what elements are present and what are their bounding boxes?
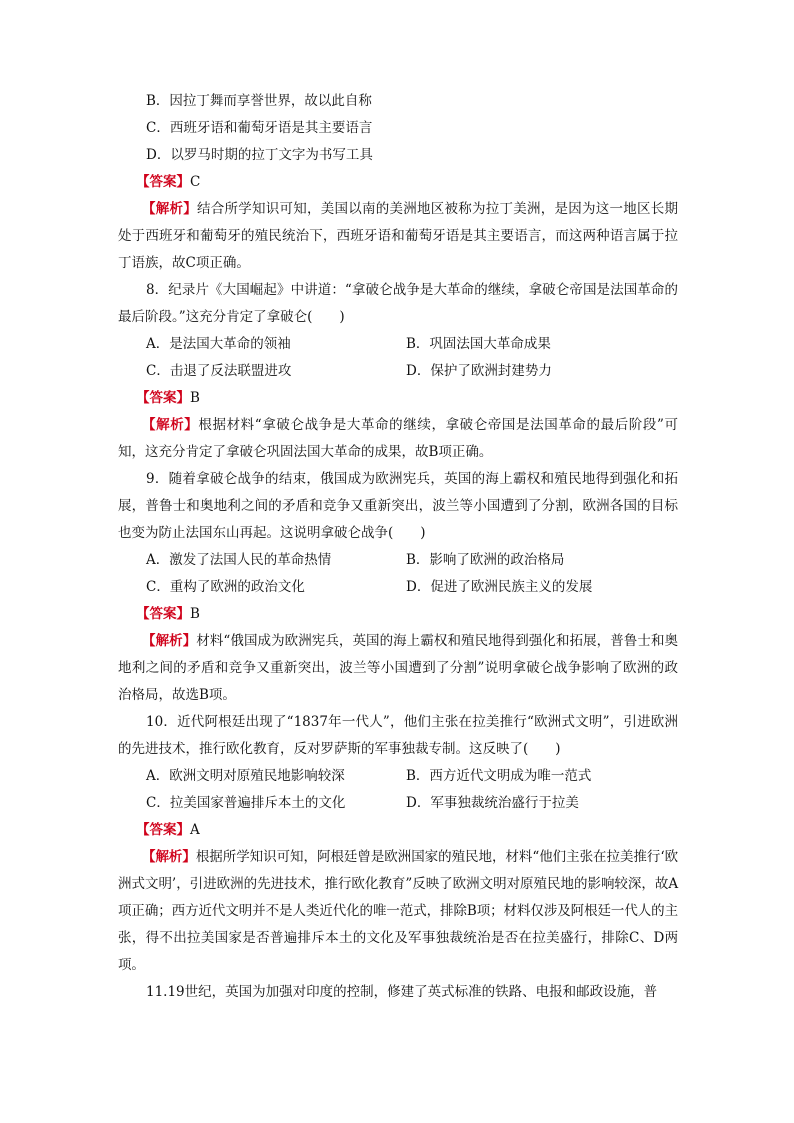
q10-stem: 10．近代阿根廷出现了“1837年一代人”，他们主张在拉美推行“欧洲式文明”，引进欧洲的先进技术，推行欧化教育，反对罗萨斯的军事独裁专制。这反映了( ) <box>118 714 678 757</box>
analysis-text: 根据材料“拿破仑战争是大革命的继续，拿破仑帝国是法国革命的最后阶段”可知，这充分肯定了拿破仑巩固法国大革命的成果，故B项正确。 <box>118 417 678 460</box>
q8-option-b: B．巩固法国大革命成果 <box>406 336 551 352</box>
q7-answer <box>118 169 678 196</box>
answer-tag: 【答案】 <box>136 606 190 622</box>
analysis-text: 结合所学知识可知，美国以南的美洲地区被称为拉丁美洲，是因为这一地区长期处于西班牙和葡萄牙的殖民统治下，西班牙语和葡萄牙语是其主要语言，而这两种语言属于拉丁语族，故C项正确。 <box>118 201 678 271</box>
q10-option-a: A．欧洲文明对原殖民地影响较深 <box>146 768 345 784</box>
q8-options-row-2 <box>118 358 678 385</box>
analysis-text: 根据所学知识可知，阿根廷曾是欧洲国家的殖民地，材料“他们主张在拉美推行‘欧洲式文明’，引进欧洲的先进技术，推行欧化教育”反映了欧洲文明对原殖民地的影响较深，故A项正确；西方近代文明并不是人类近代化的唯一范式，排除B项；材料仅涉及阿根廷一代人的主张，得不出拉美国家是否普遍排斥本土的文化及军事独裁统治是否在拉美盛行，排除C、D两项。 <box>118 849 678 973</box>
q7-analysis <box>118 196 678 277</box>
q8-stem: 8．纪录片《大国崛起》中讲道：“拿破仑战争是大革命的继续，拿破仑帝国是法国革命的最后阶段。”这充分肯定了拿破仑( ) <box>118 282 678 325</box>
q9-option-a: A．激发了法国人民的革命热情 <box>146 552 332 568</box>
q9-stem: 9．随着拿破仑战争的结束，俄国成为欧洲宪兵，英国的海上霸权和殖民地得到强化和拓展，普鲁士和奥地利之间的矛盾和竞争又重新突出，波兰等小国遭到了分割，欧洲各国的目标也变为防止法国东山再起。这说明拿破仑战争( ) <box>118 471 678 541</box>
q7-option-d: D．以罗马时期的拉丁文字为书写工具 <box>146 147 373 163</box>
q9-answer <box>118 601 678 628</box>
analysis-tag: 【解析】 <box>142 633 197 649</box>
q8-analysis <box>118 412 678 466</box>
q8-option-c: C．击退了反法联盟进攻 <box>146 363 292 379</box>
answer-tag: 【答案】 <box>136 822 190 838</box>
answer-value: B <box>190 390 200 406</box>
q8-options-row-1 <box>118 331 678 358</box>
document-content <box>118 88 678 1006</box>
q10-options-row-2 <box>118 790 678 817</box>
q8-option-d: D．保护了欧洲封建势力 <box>406 363 552 379</box>
q9-option-c: C．重构了欧洲的政治文化 <box>146 579 305 595</box>
answer-value: C <box>190 174 201 190</box>
q10-option-c: C．拉美国家普遍排斥本土的文化 <box>146 795 346 811</box>
q8-option-a: A．是法国大革命的领袖 <box>146 336 291 352</box>
answer-value: B <box>190 606 200 622</box>
answer-tag: 【答案】 <box>136 174 190 190</box>
q10-option-d: D．军事独裁统治盛行于拉美 <box>406 795 579 811</box>
analysis-tag: 【解析】 <box>142 417 199 433</box>
q10-option-b: B．西方近代文明成为唯一范式 <box>406 768 592 784</box>
q8-answer <box>118 385 678 412</box>
analysis-tag: 【解析】 <box>142 849 196 865</box>
q11-stem: 11.19世纪，英国为加强对印度的控制，修建了英式标准的铁路、电报和邮政设施，普 <box>146 984 658 1000</box>
q9-option-b: B．影响了欧洲的政治格局 <box>406 552 565 568</box>
analysis-text: 材料“俄国成为欧洲宪兵，英国的海上霸权和殖民地得到强化和拓展，普鲁士和奥地利之间的矛盾和竞争又重新突出，波兰等小国遭到了分割”说明拿破仑战争影响了欧洲的政治格局，故选B项。 <box>118 633 679 703</box>
q10-analysis <box>118 844 678 979</box>
q7-option-b: B．因拉丁舞而享誉世界，故以此自称 <box>146 93 372 109</box>
q10-options-row-1 <box>118 763 678 790</box>
analysis-tag: 【解析】 <box>142 201 197 217</box>
q9-option-d: D．促进了欧洲民族主义的发展 <box>406 579 593 595</box>
answer-tag: 【答案】 <box>136 390 190 406</box>
q9-options-row-1 <box>118 547 678 574</box>
q9-analysis <box>118 628 678 709</box>
q7-option-c: C．西班牙语和葡萄牙语是其主要语言 <box>146 120 373 136</box>
answer-value: A <box>190 822 200 838</box>
q9-options-row-2 <box>118 574 678 601</box>
q10-answer <box>118 817 678 844</box>
